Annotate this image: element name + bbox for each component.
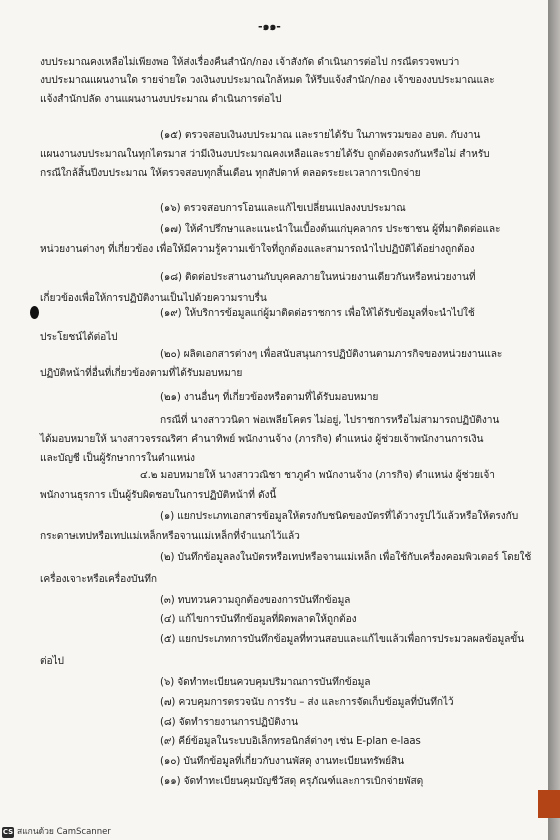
text-line: (๑๑) จัดทำทะเบียนคุมบัญชีวัสดุ ครุภัณฑ์และการเบิกจ่ายพัสดุ xyxy=(160,776,424,787)
text-line: เกี่ยวข้องเพื่อให้การปฏิบัติงานเป็นไปด้วยความราบรื่น xyxy=(40,293,267,304)
text-line: (๑๐) บันทึกข้อมูลที่เกี่ยวกับงานพัสดุ งานทะเบียนทรัพย์สิน xyxy=(160,756,404,767)
text-line: (๑๙) ให้บริการข้อมูลแก่ผู้มาติดต่อราชการ เพื่อให้ได้รับข้อมูลที่จะนำไปใช้ xyxy=(160,308,475,319)
text-line: (๓) ทบทวนความถูกต้องของการบันทึกข้อมูล xyxy=(160,595,351,606)
text-line: แจ้งสำนักปลัด งานแผนงานงบประมาณ ดำเนินการต่อไป xyxy=(40,94,282,105)
text-line: ได้มอบหมายให้ นางสาวจรรณริศา คำนาทิพย์ พนักงานจ้าง (ภารกิจ) ตำแหน่ง ผู้ช่วยเจ้าพนักงานการเงิน xyxy=(40,434,484,445)
scanner-watermark-text: สแกนด้วย CamScanner xyxy=(17,827,111,837)
text-line: (๑๖) ตรวจสอบการโอนและแก้ไขเปลี่ยนแปลงงบประมาณ xyxy=(160,203,406,214)
text-line: (๙) คีย์ข้อมูลในระบบอิเล็กทรอนิกส์ต่างๆ เช่น E-plan e-laas xyxy=(160,736,421,747)
text-line: (๒) บันทึกข้อมูลลงในบัตรหรือเทปหรือจานแม่เหล็ก เพื่อใช้กับเครื่องคอมพิวเตอร์ โดยใช้ xyxy=(160,552,532,563)
text-line: (๒๐) ผลิตเอกสารต่างๆ เพื่อสนับสนุนการปฏิบัติงานตามภารกิจของหน่วยงานและ xyxy=(160,349,503,360)
text-line: กรณีที่ นางสาววนิดา พ่อเพลียโคตร ไม่อยู่, ไปราชการหรือไม่สามารถปฏิบัติงาน xyxy=(160,415,500,426)
text-line: (๕) แยกประเภทการบันทึกข้อมูลที่ทวนสอบและแก้ไขแล้วเพื่อการประมวลผลข้อมูลขั้น xyxy=(160,634,525,645)
text-line: (๗) ควบคุมการตรวจนับ การรับ – ส่ง และการจัดเก็บข้อมูลที่บันทึกไว้ xyxy=(160,697,454,708)
text-line: (๖) จัดทำทะเบียนควบคุมปริมาณการบันทึกข้อมูล xyxy=(160,677,371,688)
text-line: (๑) แยกประเภทเอกสารข้อมูลให้ตรงกับชนิดของบัตรที่ได้วางรูปไว้แล้วหรือให้ตรงกับ xyxy=(160,511,519,522)
camscanner-logo-icon: CS xyxy=(2,828,14,836)
text-line: (๑๘) ติดต่อประสานงานกับบุคคลภายในหน่วยงานเดียวกันหรือหน่วยงานที่ xyxy=(160,272,476,283)
text-line: แผนงานงบประมาณในทุกไตรมาส ว่ามีเงินงบประมาณคงเหลือและรายได้รับ ถูกต้องตรงกันหรือไม่ สำหรับ xyxy=(40,149,490,160)
text-line: งบประมาณคงเหลือไม่เพียงพอ ให้ส่งเรื่องคืนสำนัก/กอง เจ้าสังกัด ดำเนินการต่อไป กรณีตรวจพบว่า xyxy=(40,57,460,68)
text-line: (๘) จัดทำรายงานการปฏิบัติงาน xyxy=(160,717,298,728)
text-line: (๔) แก้ไขการบันทึกข้อมูลที่ผิดพลาดให้ถูกต้อง xyxy=(160,614,357,625)
text-line: ๔.๒ มอบหมายให้ นางสาววณิชา ชาภูคำ พนักงานจ้าง (ภารกิจ) ตำแหน่ง ผู้ช่วยเจ้า xyxy=(140,470,495,481)
scanner-watermark xyxy=(2,824,111,838)
text-line: ประโยชน์ได้ต่อไป xyxy=(40,332,118,343)
text-line: ต่อไป xyxy=(40,656,64,667)
orange-tab-marker xyxy=(538,790,560,818)
text-line: ปฏิบัติหน้าที่อื่นที่เกี่ยวข้องตามที่ได้รับมอบหมาย xyxy=(40,368,243,379)
text-line: และบัญชี เป็นผู้รักษาการในตำแหน่ง xyxy=(40,453,195,464)
text-line: (๑๕) ตรวจสอบเงินงบประมาณ และรายได้รับ ในภาพรวมของ อบต. กับงาน xyxy=(160,130,481,141)
text-line: งบประมาณแผนงานใด รายจ่ายใด วงเงินงบประมาณใกล้หมด ให้รีบแจ้งสำนัก/กอง เจ้าของงบประมาณและ xyxy=(40,75,495,86)
text-line: พนักงานธุรการ เป็นผู้รับผิดชอบในการปฏิบัติหน้าที่ ดังนี้ xyxy=(40,490,277,501)
page-edge-shadow xyxy=(548,0,560,840)
text-line: (๒๑) งานอื่นๆ ที่เกี่ยวข้องหรือตามที่ได้รับมอบหมาย xyxy=(160,392,379,403)
text-line: หน่วยงานต่างๆ ที่เกี่ยวข้อง เพื่อให้มีความรู้ความเข้าใจที่ถูกต้องและสามารถนำไปปฏิบัติได้อย่างถูกต้อง xyxy=(40,244,475,255)
punch-hole-mark xyxy=(30,306,39,319)
text-line: (๑๗) ให้คำปรึกษาและแนะนำในเบื้องต้นแก่บุคลากร ประชาชน ผู้ที่มาติดต่อและ xyxy=(160,224,501,235)
text-line: กระดาษเทปหรือเทปแม่เหล็กหรือจานแม่เหล็กที่จำแนกไว้แล้ว xyxy=(40,531,300,542)
text-line: เครื่องเจาะหรือเครื่องบันทึก xyxy=(40,574,157,585)
page-number: -๑๑- xyxy=(258,20,281,33)
text-line: กรณีใกล้สิ้นปีงบประมาณ ให้ตรวจสอบทุกสิ้นเดือน ทุกสัปดาห์ ตลอดระยะเวลาการเบิกจ่าย xyxy=(40,168,421,179)
